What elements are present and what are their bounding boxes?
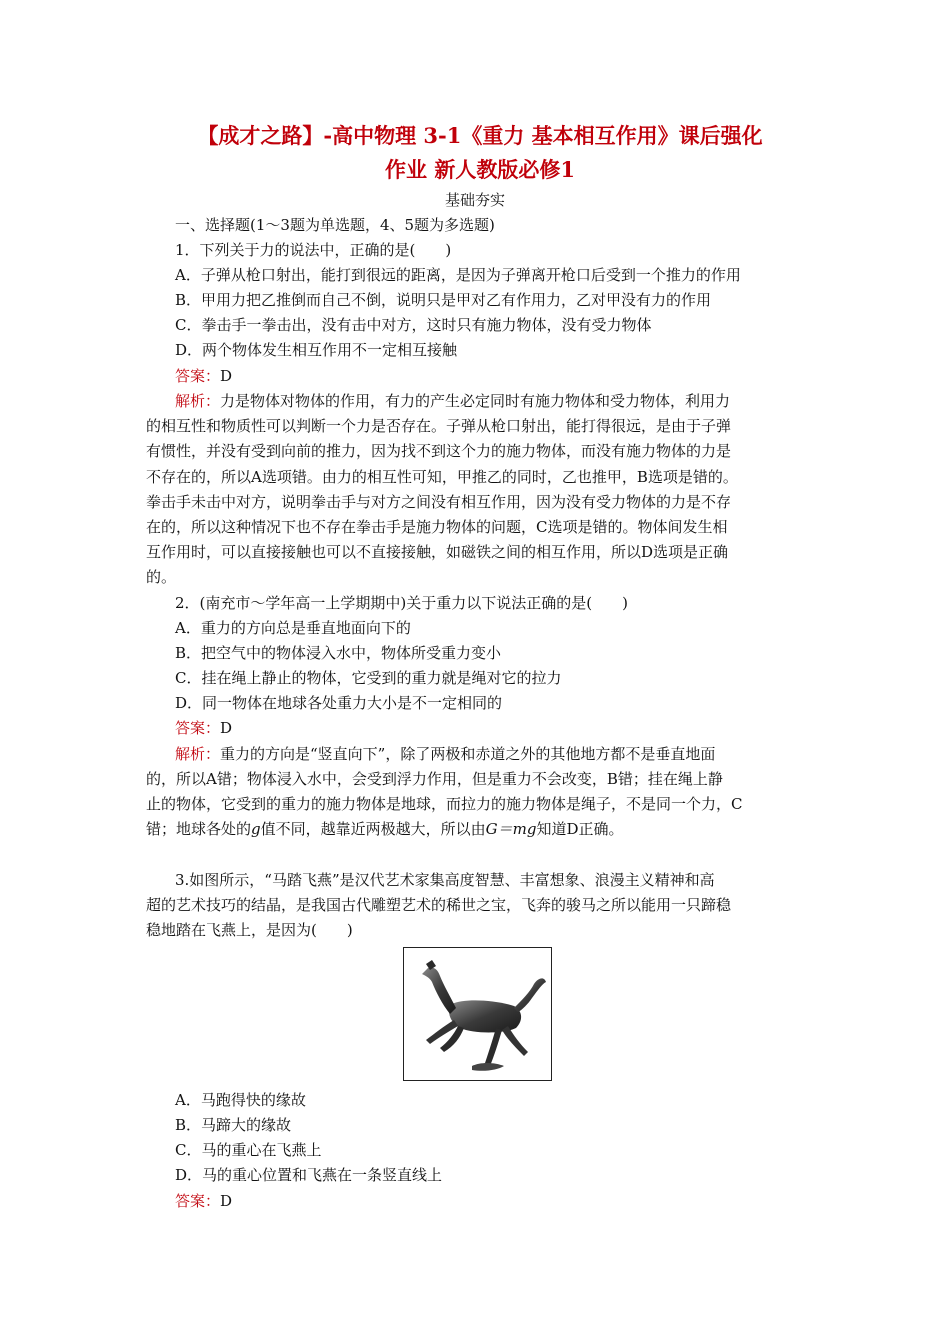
q3-stem-line: 稳地踏在飞燕上，是因为( ) bbox=[146, 921, 353, 939]
q3-answer bbox=[175, 1191, 232, 1211]
q3-option-c: C．马的重心在飞燕上 bbox=[175, 1141, 322, 1159]
q1-option-a: A．子弹从枪口射出，能打到很远的距离，是因为子弹离开枪口后受到一个推力的作用 bbox=[175, 266, 741, 284]
analysis-label: 解析： bbox=[175, 745, 221, 763]
q2-analysis-last: 错；地球各处的g值不同，越靠近两极越大，所以由G＝mg知道D正确。 bbox=[146, 820, 624, 838]
q2-analysis-first bbox=[175, 744, 715, 764]
q3-stem-line: 3.如图所示，“马踏飞燕”是汉代艺术家集高度智慧、丰富想象、浪漫主义精神和高 bbox=[175, 871, 715, 889]
q1-analysis-line: 拳击手未击中对方，说明拳击手与对方之间没有相互作用，因为没有受力物体的力是不存 bbox=[146, 493, 732, 511]
q2-option-c: C．挂在绳上静止的物体，它受到的重力就是绳对它的拉力 bbox=[175, 669, 562, 687]
section-heading: 基础夯实 bbox=[444, 191, 505, 209]
q2-analysis-text: 重力的方向是“竖直向下”，除了两极和赤道之外的其他地方都不是垂直地面 bbox=[220, 745, 716, 763]
q1-option-d: D．两个物体发生相互作用不一定相互接触 bbox=[175, 341, 458, 359]
q1-answer-value: D bbox=[220, 367, 233, 385]
q2-analysis-line: 的，所以A错；物体浸入水中，会受到浮力作用，但是重力不会改变，B错；挂在绳上静 bbox=[146, 770, 723, 788]
q1-answer bbox=[175, 366, 232, 386]
q1-analysis-line: 不存在的，所以A选项错。由力的相互性可知，甲推乙的同时，乙也推甲，B选项是错的。 bbox=[146, 468, 738, 486]
answer-label: 答案： bbox=[175, 367, 221, 385]
horse-on-swallow-image bbox=[404, 948, 551, 1080]
analysis-label: 解析： bbox=[175, 392, 221, 410]
q1-analysis-line: 的相互性和物质性可以判断一个力是否存在。子弹从枪口射出，能打得很远，是由于子弹 bbox=[146, 417, 732, 435]
part-heading: 一、选择题(1～3题为单选题，4、5题为多选题) bbox=[175, 216, 495, 234]
q1-analysis-line: 的。 bbox=[146, 568, 177, 586]
q1-stem: 1．下列关于力的说法中，正确的是( ) bbox=[175, 241, 452, 259]
q3-answer-value: D bbox=[220, 1192, 233, 1210]
answer-label: 答案： bbox=[175, 1192, 221, 1210]
q2-answer bbox=[175, 718, 232, 738]
formula-g-mg: G＝mg bbox=[485, 820, 537, 838]
q1-analysis-line: 互作用时，可以直接接触也可以不直接接触，如磁铁之间的相互作用，所以D选项是正确 bbox=[146, 543, 729, 561]
q1-analysis-line: 在的，所以这种情况下也不存在拳击手是施力物体的问题，C选项是错的。物体间发生相 bbox=[146, 518, 728, 536]
q2-answer-value: D bbox=[220, 719, 233, 737]
q3-option-d: D．马的重心位置和飞燕在一条竖直线上 bbox=[175, 1166, 443, 1184]
q2-option-a: A．重力的方向总是垂直地面向下的 bbox=[175, 619, 411, 637]
q1-option-c: C．拳击手一拳击出，没有击中对方，这时只有施力物体，没有受力物体 bbox=[175, 316, 652, 334]
q2-option-d: D．同一物体在地球各处重力大小是不一定相同的 bbox=[175, 694, 503, 712]
symbol-g: g bbox=[251, 820, 261, 838]
q3-stem-line: 超的艺术技巧的结晶，是我国古代雕塑艺术的稀世之宝，飞奔的骏马之所以能用一只蹄稳 bbox=[146, 896, 732, 914]
galloping-horse-figure bbox=[403, 947, 552, 1081]
q1-analysis-first bbox=[175, 391, 730, 411]
title-line-1: 【成才之路】-高中物理 3-1《重力 基本相互作用》课后强化 bbox=[197, 123, 763, 148]
q3-option-a: A．马跑得快的缘故 bbox=[175, 1091, 306, 1109]
q3-option-b: B．马蹄大的缘故 bbox=[175, 1116, 292, 1134]
title-line-2: 作业 新人教版必修1 bbox=[385, 157, 575, 182]
q2-analysis-line: 止的物体，它受到的重力的施力物体是地球，而拉力的施力物体是绳子，不是同一个力，C bbox=[146, 795, 743, 813]
q2-option-b: B．把空气中的物体浸入水中，物体所受重力变小 bbox=[175, 644, 502, 662]
q1-analysis-line: 有惯性，并没有受到向前的推力，因为找不到这个力的施力物体，而没有施力物体的力是 bbox=[146, 442, 732, 460]
q1-option-b: B．甲用力把乙推倒而自己不倒，说明只是甲对乙有作用力，乙对甲没有力的作用 bbox=[175, 291, 712, 309]
answer-label: 答案： bbox=[175, 719, 221, 737]
q1-analysis-text: 力是物体对物体的作用，有力的产生必定同时有施力物体和受力物体，利用力 bbox=[220, 392, 731, 410]
q2-stem: 2．(南充市～学年高一上学期期中)关于重力以下说法正确的是( ) bbox=[175, 594, 628, 612]
